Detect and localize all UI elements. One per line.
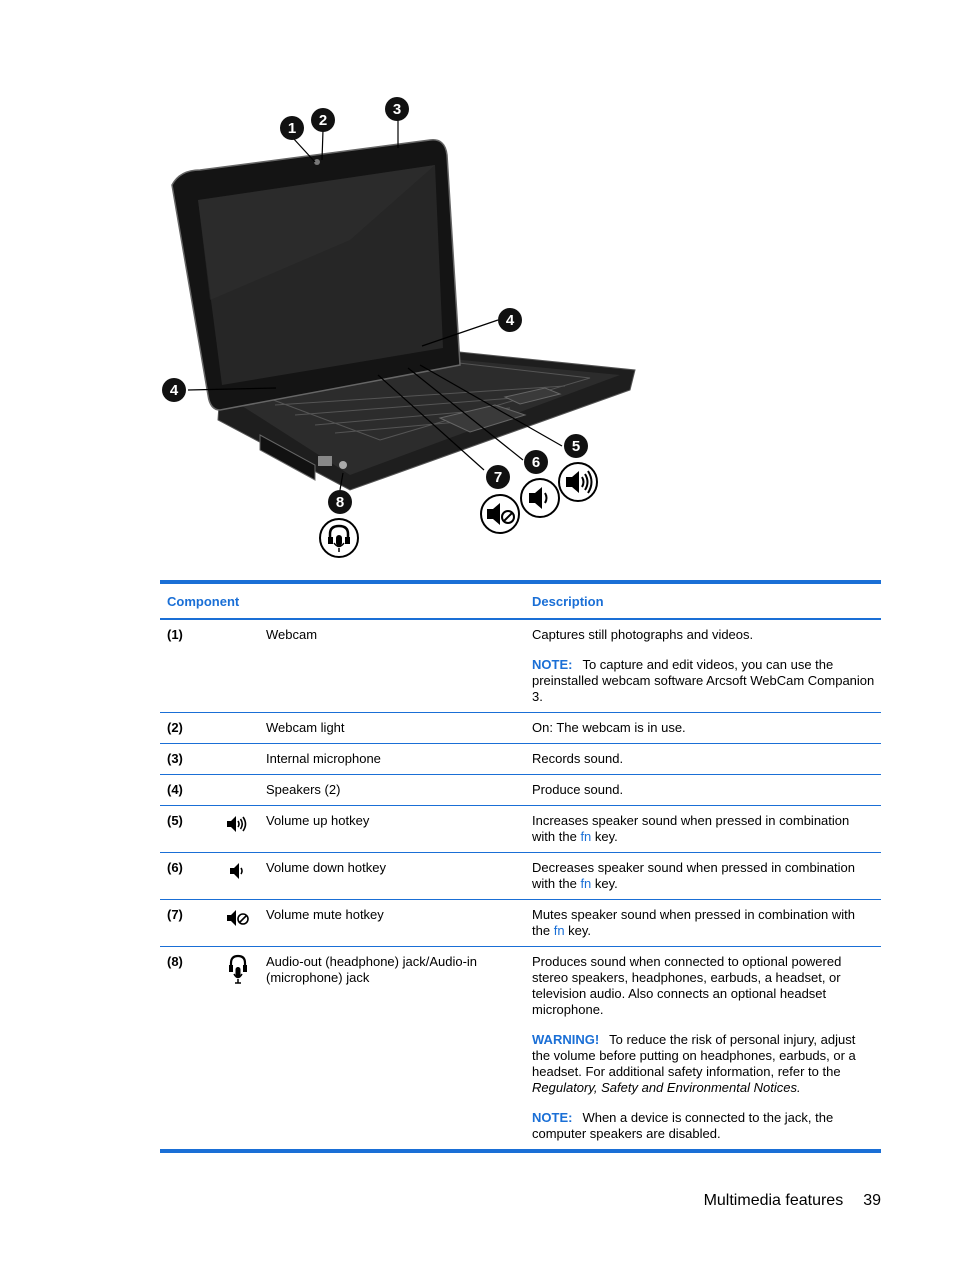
- row-description: Records sound.: [532, 751, 624, 766]
- description-text: Decreases speaker sound when pressed in combination with the: [532, 860, 856, 891]
- volume-down-icon: [226, 860, 250, 882]
- callout-3: [385, 97, 409, 121]
- table-row: [160, 775, 881, 806]
- row-number: (8): [167, 954, 183, 969]
- note-label: NOTE:: [532, 1110, 573, 1125]
- description-text: Increases speaker sound when pressed in combination with the: [532, 813, 850, 844]
- description-text: Mutes speaker sound when pressed in combination with the: [532, 907, 856, 938]
- row-component-name: Webcam light: [266, 720, 345, 735]
- row-number: (4): [167, 782, 183, 797]
- row-icon-cell: [210, 947, 266, 1149]
- row-component-name: Audio-out (headphone) jack/Audio-in (microphone) jack: [266, 954, 478, 985]
- callout-6: [524, 450, 548, 474]
- headset-jack-icon: [226, 954, 250, 988]
- note-label: NOTE:: [532, 657, 573, 672]
- note-text: When a device is connected to the jack, the computer speakers are disabled.: [532, 1110, 834, 1141]
- description-text: Produces sound when connected to optional powered stereo speakers, headphones, earbuds, a headset, or television audio. Also connects an optional headset microphone.: [532, 954, 842, 1017]
- table-row: [160, 853, 881, 900]
- row-component-name: Volume down hotkey: [266, 860, 386, 875]
- header-description: Description: [532, 593, 604, 609]
- description-text: Captures still photographs and videos.: [532, 627, 754, 642]
- row-icon-cell: [210, 744, 266, 774]
- row-component-name: Volume up hotkey: [266, 813, 370, 828]
- fn-key-link[interactable]: fn: [580, 829, 592, 844]
- warning-text: To reduce the risk of personal injury, adjust the volume before putting on headphones, earbuds, or a headset. For additional safety information, refer to the: [532, 1032, 856, 1079]
- fn-key-link[interactable]: fn: [553, 923, 565, 938]
- component-table: [160, 580, 881, 1153]
- svg-text:2: 2: [318, 112, 328, 129]
- row-description: [532, 900, 881, 946]
- row-description: On: The webcam is in use.: [532, 720, 686, 735]
- description-text: key.: [594, 829, 618, 844]
- svg-text:8: 8: [335, 494, 345, 511]
- regulatory-notices-reference: Regulatory, Safety and Environmental Notices.: [532, 1080, 801, 1095]
- row-component-name: Webcam: [266, 627, 318, 642]
- row-icon-cell: [210, 853, 266, 899]
- callout-8: [328, 490, 352, 514]
- page-footer: [704, 1192, 881, 1210]
- warning-paragraph: [532, 1032, 875, 1096]
- row-component-name: Internal microphone: [266, 751, 381, 766]
- row-number: (5): [167, 813, 183, 828]
- row-number: (3): [167, 751, 183, 766]
- svg-text:5: 5: [571, 438, 581, 455]
- laptop-illustration: [150, 90, 650, 560]
- callout-1: [280, 116, 304, 140]
- svg-text:6: 6: [531, 454, 541, 471]
- volume-mute-icon: [481, 495, 519, 533]
- row-number: (1): [167, 627, 183, 642]
- svg-text:7: 7: [493, 469, 503, 486]
- row-description: [532, 853, 881, 899]
- callout-4-right: [498, 308, 522, 332]
- table-row: [160, 620, 881, 713]
- table-row: [160, 947, 881, 1149]
- note-paragraph: [532, 1110, 875, 1142]
- fn-key-link[interactable]: fn: [580, 876, 592, 891]
- row-icon-cell: [210, 620, 266, 712]
- row-number: (7): [167, 907, 183, 922]
- row-icon-cell: [210, 806, 266, 852]
- note-paragraph: [532, 657, 875, 705]
- page-number: 39: [863, 1192, 881, 1209]
- callout-4-left: [162, 378, 186, 402]
- row-icon-cell: [210, 900, 266, 946]
- svg-text:4: 4: [169, 382, 179, 399]
- row-icon-cell: [210, 713, 266, 743]
- row-component-name: Volume mute hotkey: [266, 907, 384, 922]
- description-text: key.: [568, 923, 592, 938]
- laptop-figure: [150, 90, 650, 560]
- row-description: Produce sound.: [532, 782, 624, 797]
- volume-up-icon: [559, 463, 597, 501]
- headset-jack-icon: [320, 519, 358, 557]
- svg-text:4: 4: [505, 312, 515, 329]
- volume-mute-icon: [226, 907, 250, 929]
- svg-text:3: 3: [392, 101, 402, 118]
- description-text: key.: [594, 876, 618, 891]
- table-row: [160, 744, 881, 775]
- table-row: [160, 900, 881, 947]
- note-text: To capture and edit videos, you can use the preinstalled webcam software Arcsoft WebCam Companion 3.: [532, 657, 875, 704]
- row-description: [532, 620, 881, 712]
- row-number: (2): [167, 720, 183, 735]
- table-rule-bottom: [160, 1149, 881, 1153]
- volume-down-icon: [521, 479, 559, 517]
- callout-7: [486, 465, 510, 489]
- callout-5: [564, 434, 588, 458]
- svg-text:1: 1: [287, 120, 297, 137]
- row-description: [532, 806, 881, 852]
- callout-2: [311, 108, 335, 132]
- row-component-name: Speakers (2): [266, 782, 341, 797]
- table-row: [160, 806, 881, 853]
- footer-section-title: Multimedia features: [703, 1192, 844, 1209]
- table-header: [160, 584, 881, 618]
- header-component: Component: [167, 593, 240, 609]
- row-description: [532, 947, 881, 1149]
- warning-label: WARNING!: [532, 1032, 600, 1047]
- row-icon-cell: [210, 775, 266, 805]
- volume-up-icon: [226, 813, 250, 835]
- row-number: (6): [167, 860, 183, 875]
- table-row: [160, 713, 881, 744]
